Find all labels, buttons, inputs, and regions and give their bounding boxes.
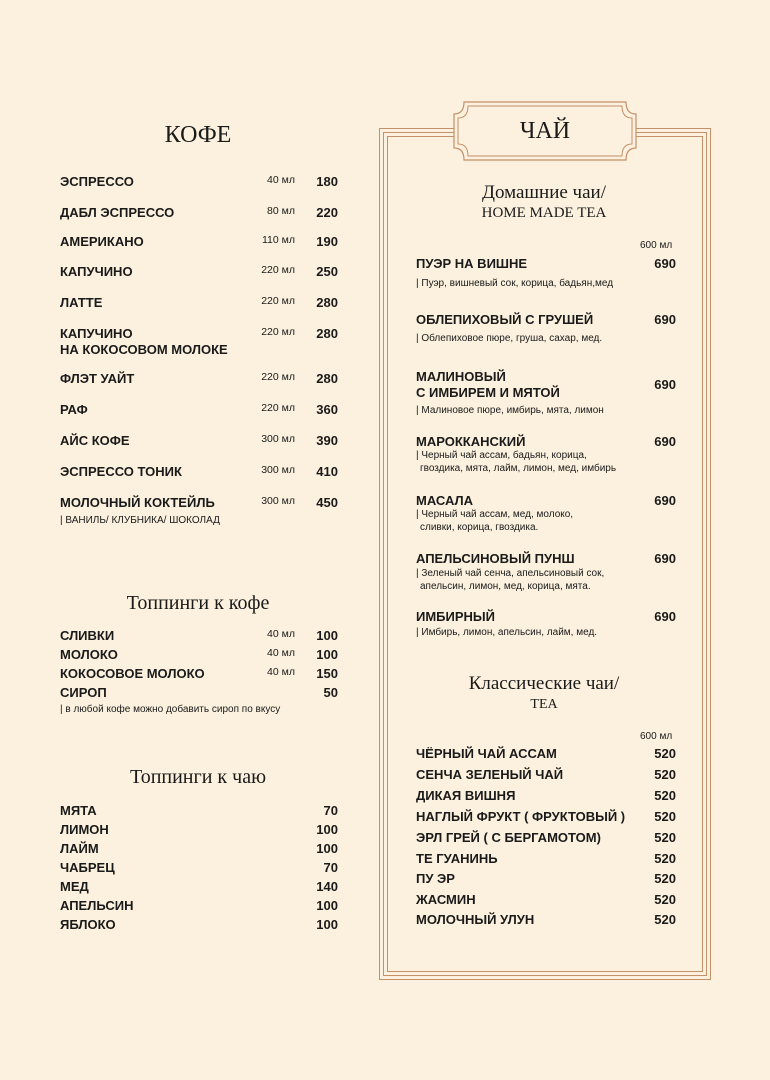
item-volume: 40 мл	[267, 174, 295, 186]
tea-name: АПЕЛЬСИНОВЫЙ ПУНШ	[416, 551, 575, 566]
tea-topping-item	[60, 841, 340, 859]
tea-price: 690	[654, 493, 676, 508]
item-volume: 40 мл	[267, 666, 295, 678]
tea-name: МАРОККАНСКИЙ	[416, 434, 526, 449]
coffee-item	[60, 264, 340, 282]
item-volume: 220 мл	[261, 402, 295, 414]
item-name: ЯБЛОКО	[60, 917, 116, 932]
classic-volume: 600 мл	[640, 731, 673, 742]
topping-item	[60, 685, 340, 703]
item-name: КАПУЧИНО	[60, 264, 133, 279]
tea-name: МАЛИНОВЫЙ	[416, 369, 506, 384]
tea-item	[416, 369, 678, 419]
tea-name-line2: С ИМБИРЕМ И МЯТОЙ	[416, 385, 560, 400]
item-name: АМЕРИКАНО	[60, 234, 144, 249]
classic-tea-item	[416, 830, 678, 848]
item-name: АПЕЛЬСИН	[60, 898, 134, 913]
coffee-column	[0, 0, 380, 1080]
item-volume: 80 мл	[267, 205, 295, 217]
item-price: 150	[316, 666, 338, 681]
classic-subtitle: TEA	[530, 697, 558, 712]
item-price: 100	[316, 628, 338, 643]
coffee-title: КОФЕ	[164, 122, 232, 148]
tea-desc: | Имбирь, лимон, апельсин, лайм, мед.	[416, 627, 598, 638]
coffee-item	[60, 326, 340, 360]
coffee-item	[60, 402, 340, 420]
item-volume: 220 мл	[261, 371, 295, 383]
tea-price: 690	[654, 377, 676, 392]
tea-price: 690	[654, 256, 676, 271]
item-name: МОЛОЧНЫЙ КОКТЕЙЛЬ	[60, 495, 215, 510]
item-price: 50	[323, 685, 338, 700]
coffee-item	[60, 433, 340, 451]
tea-desc: | Пуэр, вишневый сок, корица, бадьян,мед	[416, 278, 614, 289]
item-price: 280	[316, 295, 338, 310]
classic-tea-item	[416, 788, 678, 806]
tea-name: ИМБИРНЫЙ	[416, 609, 495, 624]
tea-title: ЧАЙ	[519, 118, 571, 144]
classic-tea-item	[416, 912, 678, 930]
tea-toppings-title: Топпинги к чаю	[129, 766, 267, 788]
item-name: ЧАБРЕЦ	[60, 860, 115, 875]
syrup-note: | в любой кофе можно добавить сироп по вкусу	[60, 704, 281, 715]
tea-desc: гвоздика, мята, лайм, лимон, мед, имбирь	[420, 463, 617, 474]
tea-name: ЭРЛ ГРЕЙ ( С БЕРГАМОТОМ)	[416, 830, 601, 845]
tea-name: ДИКАЯ ВИШНЯ	[416, 788, 516, 803]
tea-desc: | Зеленый чай сенча, апельсиновый сок,	[416, 568, 605, 579]
tea-price: 520	[654, 746, 676, 761]
homemade-volume: 600 мл	[640, 240, 673, 251]
item-name: КАПУЧИНО	[60, 326, 133, 341]
item-name: СЛИВКИ	[60, 628, 115, 643]
tea-price: 690	[654, 551, 676, 566]
item-name: СИРОП	[60, 685, 107, 700]
tea-name: МАСАЛА	[416, 493, 474, 508]
tea-name: СЕНЧА ЗЕЛЕНЫЙ ЧАЙ	[416, 767, 564, 782]
item-price: 180	[316, 174, 338, 189]
coffee-toppings-title: Топпинги к кофе	[126, 592, 270, 614]
tea-name: ТЕ ГУАНИНЬ	[416, 851, 498, 866]
topping-item	[60, 628, 340, 646]
tea-topping-item	[60, 803, 340, 821]
coffee-item	[60, 234, 340, 252]
item-volume: 40 мл	[267, 628, 295, 640]
tea-name: ЧЁРНЫЙ ЧАЙ АССАМ	[416, 746, 557, 761]
tea-topping-item	[60, 822, 340, 840]
tea-price: 520	[654, 809, 676, 824]
coffee-item	[60, 205, 340, 223]
item-price: 280	[316, 326, 338, 341]
tea-name: ПУЭР НА ВИШНЕ	[416, 256, 528, 271]
tea-topping-item	[60, 860, 340, 878]
item-name: ДАБЛ ЭСПРЕССО	[60, 205, 175, 220]
item-volume: 300 мл	[261, 495, 295, 507]
item-name: МЕД	[60, 879, 89, 894]
tea-price: 520	[654, 767, 676, 782]
coffee-item	[60, 174, 340, 192]
tea-desc: | Облепиховое пюре, груша, сахар, мед.	[416, 333, 603, 344]
item-name: ФЛЭТ УАЙТ	[60, 371, 135, 386]
classic-tea-item	[416, 767, 678, 785]
tea-topping-item	[60, 898, 340, 916]
item-name: ЛАЙМ	[60, 841, 99, 856]
item-name-line2: НА КОКОСОВОМ МОЛОКЕ	[60, 342, 228, 357]
item-volume: 300 мл	[261, 433, 295, 445]
coffee-item	[60, 295, 340, 313]
tea-name: ПУ ЭР	[416, 871, 455, 886]
item-name: ЛАТТЕ	[60, 295, 103, 310]
tea-item	[416, 256, 678, 292]
item-price: 390	[316, 433, 338, 448]
item-volume: 300 мл	[261, 464, 295, 476]
tea-item	[416, 609, 678, 645]
item-price: 70	[323, 803, 338, 818]
tea-desc: сливки, корица, гвоздика.	[420, 522, 539, 533]
classic-tea-item	[416, 892, 678, 910]
item-name: ЛИМОН	[60, 822, 109, 837]
item-volume: 110 мл	[261, 234, 295, 246]
tea-name: НАГЛЫЙ ФРУКТ ( ФРУКТОВЫЙ )	[416, 809, 626, 824]
classic-tea-item	[416, 851, 678, 869]
homemade-subtitle: HOME MADE TEA	[481, 205, 607, 221]
tea-name: МОЛОЧНЫЙ УЛУН	[416, 912, 535, 927]
tea-desc: | Малиновое пюре, имбирь, мята, лимон	[416, 405, 604, 416]
tea-price: 520	[654, 851, 676, 866]
coffee-item	[60, 464, 340, 482]
item-name: КОКОСОВОЕ МОЛОКО	[60, 666, 205, 681]
item-name: ЭСПРЕССО ТОНИК	[60, 464, 182, 479]
classic-tea-item	[416, 871, 678, 889]
tea-price: 520	[654, 788, 676, 803]
homemade-title: Домашние чаи/	[481, 182, 606, 203]
tea-desc: апельсин, лимон, мед, корица, мята.	[420, 581, 591, 592]
item-price: 100	[316, 898, 338, 913]
tea-price: 520	[654, 830, 676, 845]
topping-item	[60, 666, 340, 684]
tea-item	[416, 551, 678, 595]
item-volume: 40 мл	[267, 647, 295, 659]
item-price: 360	[316, 402, 338, 417]
tea-price: 690	[654, 312, 676, 327]
item-price: 70	[323, 860, 338, 875]
tea-topping-item	[60, 917, 340, 935]
tea-price: 690	[654, 609, 676, 624]
item-price: 140	[316, 879, 338, 894]
coffee-item	[60, 495, 340, 513]
classic-tea-item	[416, 746, 678, 764]
item-price: 220	[316, 205, 338, 220]
item-price: 100	[316, 841, 338, 856]
classic-tea-item	[416, 809, 678, 827]
tea-name: ЖАСМИН	[416, 892, 476, 907]
item-price: 410	[316, 464, 338, 479]
tea-name: ОБЛЕПИХОВЫЙ С ГРУШЕЙ	[416, 312, 594, 327]
item-volume: 220 мл	[261, 326, 295, 338]
tea-price: 690	[654, 434, 676, 449]
item-volume: 220 мл	[261, 295, 295, 307]
item-price: 190	[316, 234, 338, 249]
tea-desc: | Черный чай ассам, бадьян, корица,	[416, 450, 587, 461]
item-volume: 220 мл	[261, 264, 295, 276]
milkshake-note: | ВАНИЛЬ/ КЛУБНИКА/ ШОКОЛАД	[60, 515, 220, 526]
item-price: 450	[316, 495, 338, 510]
tea-item	[416, 434, 678, 478]
item-name: МОЛОКО	[60, 647, 118, 662]
item-price: 250	[316, 264, 338, 279]
item-price: 100	[316, 822, 338, 837]
item-price: 100	[316, 917, 338, 932]
coffee-item	[60, 371, 340, 389]
item-price: 100	[316, 647, 338, 662]
item-name: МЯТА	[60, 803, 97, 818]
topping-item	[60, 647, 340, 665]
item-name: АЙС КОФЕ	[60, 433, 130, 448]
tea-price: 520	[654, 892, 676, 907]
tea-desc: | Черный чай ассам, мед, молоко,	[416, 509, 574, 520]
classic-title: Классические чаи/	[468, 673, 620, 694]
item-name: ЭСПРЕССО	[60, 174, 134, 189]
tea-price: 520	[654, 912, 676, 927]
item-name: РАФ	[60, 402, 88, 417]
tea-item	[416, 312, 678, 348]
item-price: 280	[316, 371, 338, 386]
tea-price: 520	[654, 871, 676, 886]
tea-item	[416, 493, 678, 537]
tea-topping-item	[60, 879, 340, 897]
